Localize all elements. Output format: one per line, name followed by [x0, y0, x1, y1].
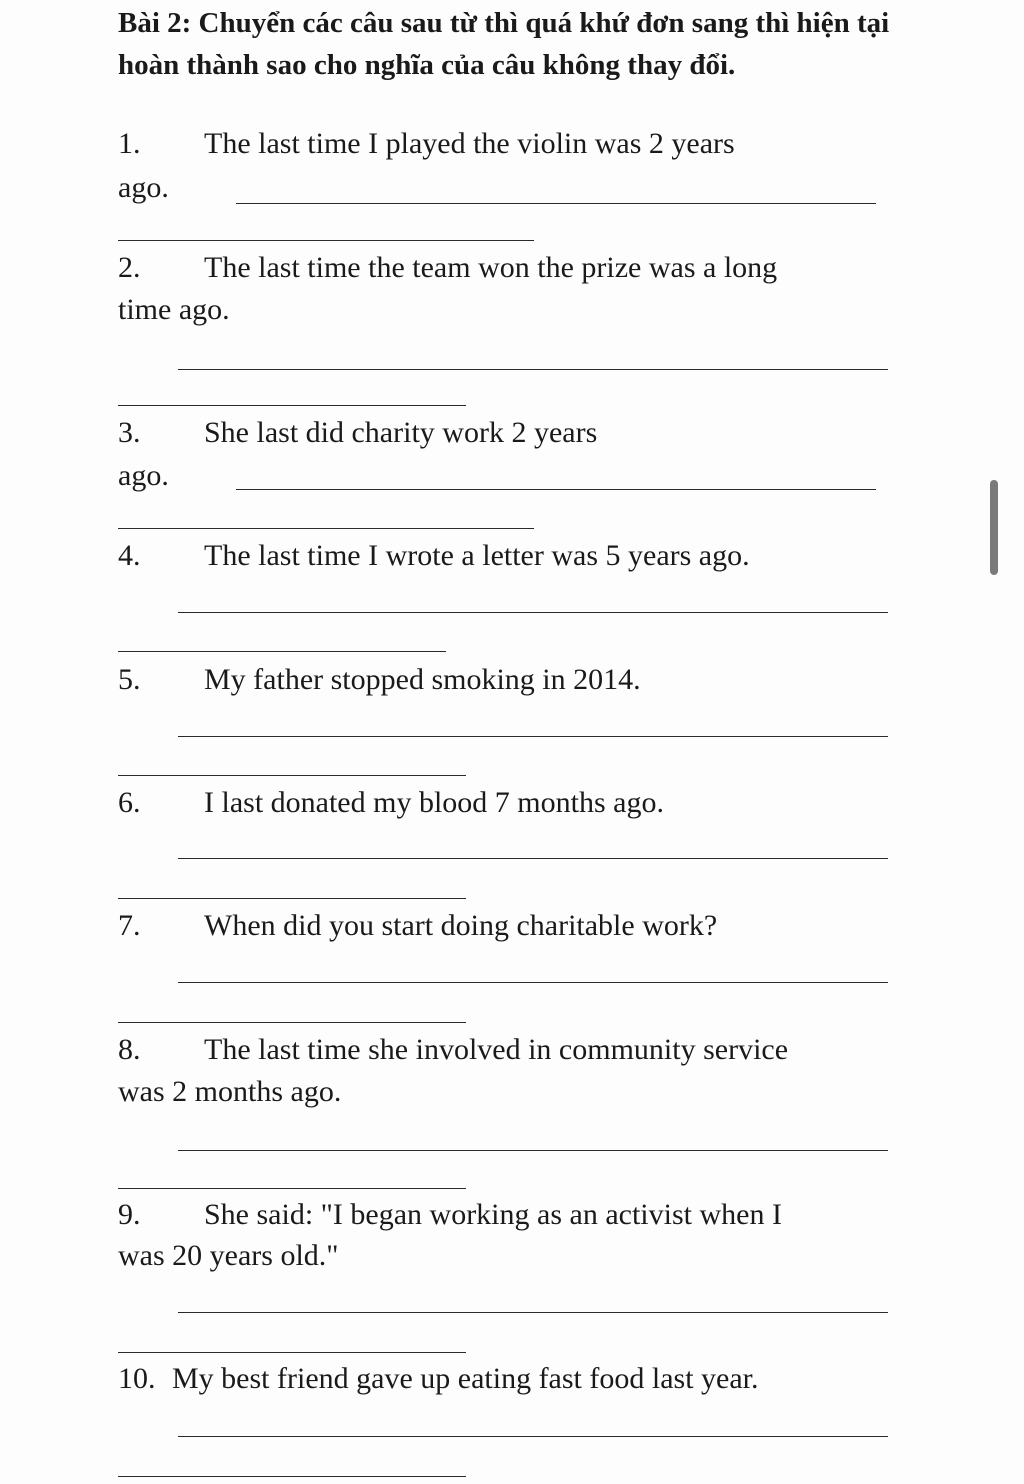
item-1-text-cont: ago.: [118, 171, 169, 204]
item-9-answer-line[interactable]: [178, 1312, 888, 1313]
item-7-answer-line-2[interactable]: [118, 1022, 466, 1023]
item-8-text: The last time she involved in community service: [204, 1033, 789, 1066]
item-2-answer-line-2[interactable]: [118, 405, 466, 406]
scrollbar-thumb[interactable]: [990, 480, 998, 575]
item-5-answer-line[interactable]: [178, 736, 888, 737]
item-10-number: 10.: [118, 1362, 156, 1395]
item-9-answer-line-2[interactable]: [118, 1352, 466, 1353]
item-4-number: 4.: [118, 539, 141, 572]
item-6-text: I last donated my blood 7 months ago.: [204, 786, 664, 819]
item-2-number: 2.: [118, 251, 141, 284]
item-5-number: 5.: [118, 663, 141, 696]
item-1-number: 1.: [118, 127, 141, 160]
item-4-answer-line[interactable]: [178, 612, 888, 613]
item-3-answer-line[interactable]: [236, 489, 876, 490]
item-1-text: The last time I played the violin was 2 years: [204, 127, 735, 160]
item-3-text-cont: ago.: [118, 459, 169, 492]
item-3-text: She last did charity work 2 years: [204, 416, 598, 449]
exercise-title: Bài 2: Chuyển các câu sau từ thì quá khứ đơn sang thì hiện tại hoàn thành sao cho nghĩa của câu không thay đổi.: [118, 7, 890, 81]
item-7-text: When did you start doing charitable work?: [204, 909, 718, 942]
item-2-answer-line[interactable]: [178, 369, 888, 370]
item-1-answer-line[interactable]: [236, 203, 876, 204]
item-2-text-cont: time ago.: [118, 293, 230, 326]
item-6-number: 6.: [118, 786, 141, 819]
item-9-text-cont: was 20 years old.": [118, 1239, 339, 1272]
item-8-answer-line[interactable]: [178, 1150, 888, 1151]
item-4-text: The last time I wrote a letter was 5 years ago.: [204, 539, 750, 572]
item-3-answer-line-2[interactable]: [118, 528, 534, 529]
item-10-text: My best friend gave up eating fast food last year.: [172, 1362, 759, 1395]
item-8-number: 8.: [118, 1033, 141, 1066]
item-10-answer-line-2[interactable]: [118, 1476, 466, 1477]
item-6-answer-line[interactable]: [178, 858, 888, 859]
item-8-answer-line-2[interactable]: [118, 1188, 466, 1189]
item-3-number: 3.: [118, 416, 141, 449]
item-6-answer-line-2[interactable]: [118, 898, 466, 899]
item-9-number: 9.: [118, 1198, 141, 1231]
item-10-answer-line[interactable]: [178, 1436, 888, 1437]
item-8-text-cont: was 2 months ago.: [118, 1075, 342, 1108]
item-1-answer-line-2[interactable]: [118, 240, 534, 241]
item-4-answer-line-2[interactable]: [118, 651, 446, 652]
item-7-number: 7.: [118, 909, 141, 942]
item-5-text: My father stopped smoking in 2014.: [204, 663, 641, 696]
item-2-text: The last time the team won the prize was a long: [204, 251, 778, 284]
item-7-answer-line[interactable]: [178, 982, 888, 983]
item-9-text: She said: "I began working as an activist when I: [204, 1198, 782, 1231]
item-5-answer-line-2[interactable]: [118, 775, 466, 776]
